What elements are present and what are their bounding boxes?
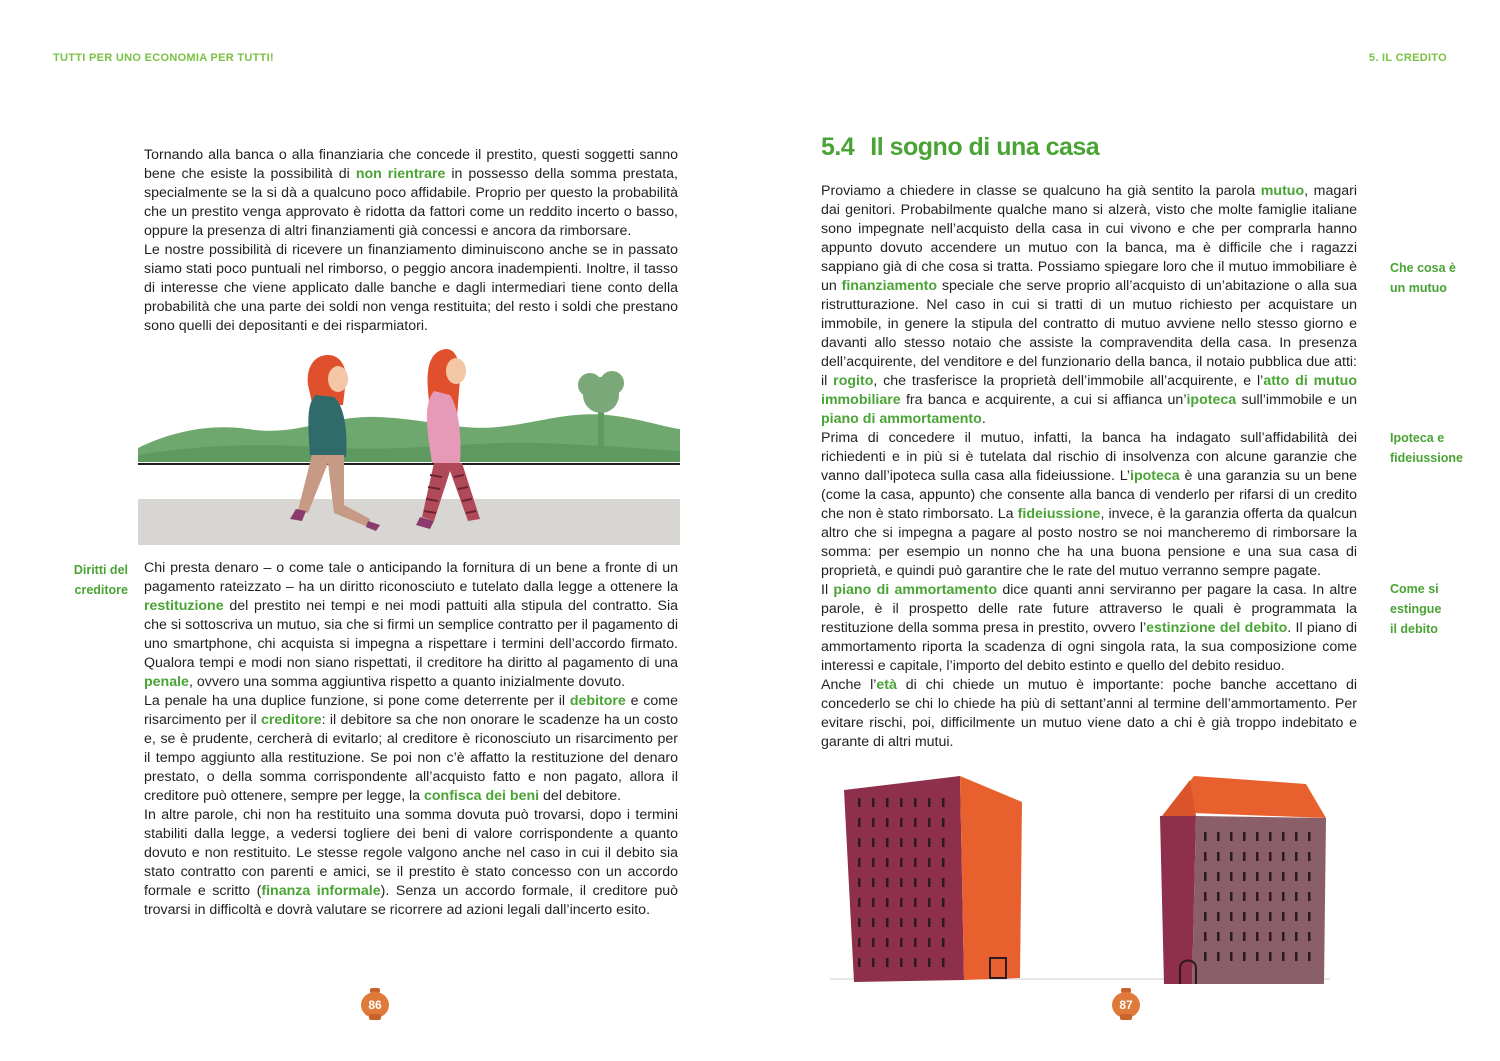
key-term: rogito	[833, 373, 874, 389]
window-mark	[942, 918, 945, 927]
window-mark	[872, 938, 875, 947]
key-term: restituzione	[144, 598, 224, 614]
side-note-diritti-creditore	[62, 560, 128, 600]
window-mark	[900, 958, 903, 967]
text-run: è una garanzia su un bene (come la casa, appunto) che consente alla banca di venderlo per rifarsi di un credito che non è stato rimborsato. La	[821, 468, 1358, 522]
side-note-line: un mutuo	[1390, 281, 1447, 295]
window-mark	[1217, 892, 1220, 901]
key-term: ipoteca	[1130, 468, 1180, 484]
window-mark	[1217, 832, 1220, 841]
window-mark	[858, 858, 861, 867]
text-run: speciale che serve proprio all’acquisto di un’abitazione o alla sua ristrutturazione. Nel caso in cui si tratti di un mutuo richiesto per acquistare un immobile, in genere la stipula del contratto di mutuo avviene nello stesso giorno e davanti allo stesso notaio che assiste la compravendita della casa. In presenza dell’acquirente, del venditore e del funzionario della banca, il notaio pubblica due atti: il	[821, 278, 1357, 389]
side-note-che-cosa-mutuo	[1390, 258, 1456, 298]
window-mark	[1295, 932, 1298, 941]
window-mark	[1256, 892, 1259, 901]
window-mark	[1230, 952, 1233, 961]
text-run: Prima di concedere il mutuo, infatti, la banca ha indagato sull’affidabilità dei richiedenti e in più si è tutelata dal rischio di insolvenza con alcune garanzie che vanno dall’ipoteca sulla casa alla fideiussione. L’	[821, 430, 1357, 484]
window-mark	[1204, 892, 1207, 901]
window-mark	[914, 858, 917, 867]
window-mark	[1230, 872, 1233, 881]
window-mark	[942, 798, 945, 807]
window-mark	[886, 878, 889, 887]
window-mark	[858, 958, 861, 967]
key-term: creditore	[260, 712, 322, 728]
text-run: In altre parole, chi non ha restituito una somma dovuta può trovarsi, dopo i termini stabiliti dalla legge, a vedersi togliere dei beni di valore corrispondente a quanto dovuto e non restituito. Le stesse regole valgono anche nel caso in cui il debito sia stato contratto con parenti e amici, se il prestito è stato concesso con un accordo formale e scritto (	[144, 807, 678, 899]
paragraph	[144, 806, 678, 920]
text-run: Proviamo a chiedere in classe se qualcuno ha già sentito la parola	[821, 183, 1261, 199]
window-mark	[872, 898, 875, 907]
key-term: ipoteca	[1186, 392, 1237, 408]
paragraph	[144, 241, 678, 336]
text-run: Chi presta denaro – o come tale o anticipando la fornitura di un bene a fronte di un pagamento rateizzato – ha un diritto riconosciuto e tutelato dalla legge a ottenere la	[144, 560, 678, 595]
section-number: 5.4	[821, 133, 855, 161]
window-mark	[1243, 872, 1246, 881]
window-mark	[928, 898, 931, 907]
left-creditor-text	[144, 559, 678, 920]
key-term: età	[876, 677, 897, 693]
running-header-left: TUTTI PER UNO ECONOMIA PER TUTTI!	[53, 52, 274, 64]
key-term: finanziamento	[841, 278, 938, 294]
window-mark	[886, 838, 889, 847]
walking-girls-illustration	[138, 345, 680, 545]
window-mark	[1217, 872, 1220, 881]
window-mark	[858, 878, 861, 887]
window-mark	[1230, 832, 1233, 841]
right-main-text	[821, 182, 1357, 752]
text-run: La penale ha una duplice funzione, si pone come deterrente per il	[144, 693, 570, 709]
window-mark	[858, 938, 861, 947]
window-mark	[1243, 852, 1246, 861]
window-mark	[928, 938, 931, 947]
side-note-line: Come si	[1390, 582, 1439, 596]
paragraph	[144, 559, 678, 692]
key-term: piano di ammortamento	[833, 582, 997, 598]
paragraph	[821, 429, 1357, 581]
page-number-text: 86	[368, 998, 382, 1012]
side-note-line: fideiussione	[1390, 451, 1463, 465]
key-term: fideiussione	[1017, 506, 1101, 522]
running-header-right: 5. IL CREDITO	[1368, 52, 1447, 64]
window-mark	[1217, 952, 1220, 961]
window-mark	[942, 818, 945, 827]
window-mark	[1282, 952, 1285, 961]
key-term: penale	[144, 674, 189, 690]
paragraph	[821, 676, 1357, 752]
window-mark	[886, 798, 889, 807]
paragraph	[821, 581, 1357, 676]
window-mark	[900, 858, 903, 867]
text-run: : il debitore sa che non onorare le scadenze ha un costo e, se è prudente, cercherà di evitarlo; al creditore è riconosciuto un risarcimento per il tempo aggiunto alla restituzione. Se poi non c’è affatto la restituzione del denaro prestato, o della somma corrispondente all’acquisto fatto e non pagato, allora il creditore può ottenere, sempre per legge, la	[144, 712, 678, 804]
window-mark	[1204, 872, 1207, 881]
side-note-line: estingue	[1390, 602, 1442, 616]
window-mark	[914, 918, 917, 927]
window-mark	[928, 798, 931, 807]
text-run: ). Senza un accordo formale, il creditore può trovarsi in difficoltà e dovrà valutare se ricorrere ad azioni legali dall’incerto esito.	[144, 883, 678, 918]
window-mark	[858, 898, 861, 907]
section-heading	[821, 133, 1099, 162]
window-mark	[1256, 872, 1259, 881]
page-number-text: 87	[1119, 998, 1133, 1012]
window-mark	[1204, 852, 1207, 861]
section-title: Il sogno di una casa	[870, 133, 1100, 161]
window-mark	[942, 958, 945, 967]
text-run: di chi chiede un mutuo è importante: poche banche accettano di concederlo se chi lo chiede ha più di settant’anni al termine dell’ammortamento. Per evitare rischi, poi, difficilmente un mutuo viene dato a chi è già troppo indebitato e garante di altri mutui.	[821, 677, 1357, 750]
text-run: in possesso della somma prestata, specialmente se la si dà a qualcuno poco affidabile. Proprio per questo la probabilità che un prestito venga approvato è ridotta da fattori come un reddito incerto o basso, oppure la presenza di altri finanziamenti già concessi e ancora da rimborsare.	[144, 166, 678, 239]
window-mark	[914, 798, 917, 807]
window-mark	[1282, 872, 1285, 881]
window-mark	[1230, 932, 1233, 941]
text-run: del prestito nei tempi e nei modi pattuiti alla stipula del contratto. Sia che si sottoscriva un mutuo, sia che si firmi un semplice contratto per il pagamento di uno smartphone, chi acquista si impegna a rispettare i termini dell’accordo firmato. Qualora tempi e modi non siano rispettati, il creditore ha diritto al pagamento di una	[144, 598, 678, 671]
window-mark	[872, 798, 875, 807]
window-mark	[1269, 832, 1272, 841]
page-number-left	[361, 988, 389, 1018]
window-mark	[1282, 932, 1285, 941]
window-mark	[1282, 852, 1285, 861]
text-run: Tornando alla banca o alla finanziaria che concede il prestito, questi soggetti sanno bene che esiste la possibilità di	[144, 147, 678, 182]
window-mark	[872, 918, 875, 927]
window-mark	[1256, 952, 1259, 961]
window-mark	[928, 878, 931, 887]
window-mark	[1308, 852, 1311, 861]
window-mark	[1269, 952, 1272, 961]
key-term: debitore	[569, 693, 626, 709]
text-run: Anche l’	[821, 677, 877, 693]
window-mark	[942, 898, 945, 907]
side-note-estingue-debito	[1390, 579, 1441, 639]
paragraph	[144, 692, 678, 806]
window-mark	[872, 858, 875, 867]
side-note-line: creditore	[74, 583, 128, 597]
window-mark	[1269, 852, 1272, 861]
side-note-line: il debito	[1390, 622, 1438, 636]
window-mark	[914, 938, 917, 947]
page-number-right	[1112, 988, 1140, 1018]
window-mark	[1269, 892, 1272, 901]
window-mark	[942, 938, 945, 947]
window-mark	[1282, 832, 1285, 841]
window-mark	[886, 898, 889, 907]
window-mark	[1295, 912, 1298, 921]
window-mark	[942, 878, 945, 887]
window-mark	[858, 818, 861, 827]
window-mark	[1308, 932, 1311, 941]
window-mark	[900, 798, 903, 807]
key-term: mutuo	[1260, 183, 1305, 199]
side-note-line: Diritti del	[73, 563, 128, 577]
text-run: sull’immobile e un	[1236, 392, 1357, 408]
window-mark	[872, 838, 875, 847]
text-run: , che trasferisce la proprietà dell’immobile all’acquirente, e l’	[873, 373, 1264, 389]
window-mark	[886, 818, 889, 827]
window-mark	[1230, 892, 1233, 901]
text-run: fra banca e acquirente, a cui si affianca un’	[900, 392, 1187, 408]
text-run: , invece, è la garanzia offerta da qualcun altro che si impegna a pagare al posto nostro se noi mancheremo di rimborsare la somma: per esempio un nonno che ha una buona pensione e una sua casa di proprietà, e quindi può garantire che le rate del mutuo verranno sempre pagate.	[821, 506, 1357, 579]
window-mark	[1230, 912, 1233, 921]
window-mark	[872, 958, 875, 967]
window-mark	[1269, 872, 1272, 881]
window-mark	[1269, 932, 1272, 941]
window-mark	[914, 898, 917, 907]
text-run: , magari dai genitori. Probabilmente qualche mano si alzerà, visto che molte famiglie italiane sono impegnate nell’acquisto della casa in cui vivono e che per comprarla hanno appunto dovuto accendere un mutuo con la banca, ma è difficile che i ragazzi sappiano già di che cosa si tratta. Possiamo spiegare loro che il mutuo immobiliare è un	[821, 183, 1357, 294]
key-term: finanza informale	[261, 883, 381, 899]
window-mark	[914, 878, 917, 887]
window-mark	[1295, 892, 1298, 901]
window-mark	[1204, 832, 1207, 841]
window-mark	[886, 858, 889, 867]
window-mark	[914, 838, 917, 847]
text-run: Le nostre possibilità di ricevere un finanziamento diminuiscono anche se in passato siamo stati poco puntuali nel rimborso, o peggio ancora inadempienti. Inoltre, il tasso di interesse che viene applicato dalle banche e dagli intermediari tiene conto della probabilità che una parte dei soldi non venga restituita; del resto i soldi che prestano sono quelli dei depositanti e dei risparmiatori.	[144, 242, 678, 334]
key-term: non rientrare	[355, 166, 446, 182]
text-run: dice quanti anni serviranno per pagare la casa. In altre parole, è il prospetto delle rate future attraverso le quali è programmata la restituzione della somma presa in prestito, ovvero l’	[821, 582, 1358, 636]
window-mark	[1243, 952, 1246, 961]
window-mark	[1295, 852, 1298, 861]
window-mark	[886, 938, 889, 947]
window-mark	[1217, 932, 1220, 941]
window-mark	[942, 858, 945, 867]
window-mark	[1269, 912, 1272, 921]
window-mark	[900, 838, 903, 847]
window-mark	[928, 858, 931, 867]
window-mark	[900, 898, 903, 907]
window-mark	[900, 918, 903, 927]
window-mark	[858, 838, 861, 847]
text-run: . Il piano di ammortamento riporta la scadenza di ogni singola rata, la sua composizione come interessi e capitale, l’importo del debito estinto e quello del debito residuo.	[821, 620, 1357, 674]
window-mark	[1295, 872, 1298, 881]
window-mark	[900, 938, 903, 947]
window-mark	[928, 958, 931, 967]
window-mark	[900, 818, 903, 827]
key-term: estinzione del debito	[1146, 620, 1288, 636]
window-mark	[886, 918, 889, 927]
text-run: del debitore.	[539, 788, 622, 804]
window-mark	[1308, 872, 1311, 881]
left-intro-text	[144, 146, 678, 336]
window-mark	[1217, 912, 1220, 921]
side-note-line: Ipoteca e	[1390, 431, 1445, 445]
window-mark	[1308, 892, 1311, 901]
window-mark	[1230, 852, 1233, 861]
window-mark	[1217, 852, 1220, 861]
window-mark	[900, 878, 903, 887]
text-run: , ovvero una somma aggiuntiva rispetto a quanto inizialmente dovuto.	[188, 674, 626, 690]
side-note-ipoteca-fideiussione	[1390, 428, 1463, 468]
window-mark	[858, 918, 861, 927]
window-mark	[1243, 912, 1246, 921]
window-mark	[1295, 952, 1298, 961]
window-mark	[1256, 832, 1259, 841]
window-mark	[1243, 832, 1246, 841]
window-mark	[928, 818, 931, 827]
window-mark	[1256, 932, 1259, 941]
window-mark	[1308, 912, 1311, 921]
window-mark	[1282, 892, 1285, 901]
window-mark	[1243, 932, 1246, 941]
window-mark	[1282, 912, 1285, 921]
window-mark	[1204, 952, 1207, 961]
window-mark	[914, 958, 917, 967]
paragraph	[144, 146, 678, 241]
window-mark	[1204, 912, 1207, 921]
key-term: confisca dei beni	[423, 788, 540, 804]
window-mark	[1256, 852, 1259, 861]
paragraph	[821, 182, 1357, 429]
text-run: e come risarcimento per il	[144, 693, 678, 728]
text-run: .	[981, 411, 986, 427]
window-mark	[928, 918, 931, 927]
window-mark	[1204, 932, 1207, 941]
window-mark	[1308, 832, 1311, 841]
window-mark	[1243, 892, 1246, 901]
window-mark	[928, 838, 931, 847]
window-mark	[914, 818, 917, 827]
window-mark	[1308, 952, 1311, 961]
window-mark	[1295, 832, 1298, 841]
window-mark	[886, 958, 889, 967]
window-mark	[942, 838, 945, 847]
window-mark	[1256, 912, 1259, 921]
window-mark	[872, 878, 875, 887]
buildings-illustration	[830, 772, 1330, 990]
side-note-line: Che cosa è	[1390, 261, 1457, 275]
window-mark	[872, 818, 875, 827]
key-term: piano di ammortamento	[821, 411, 982, 427]
key-term: atto di mutuo immobiliare	[821, 373, 1357, 408]
window-mark	[858, 798, 861, 807]
text-run: Il	[821, 582, 834, 598]
